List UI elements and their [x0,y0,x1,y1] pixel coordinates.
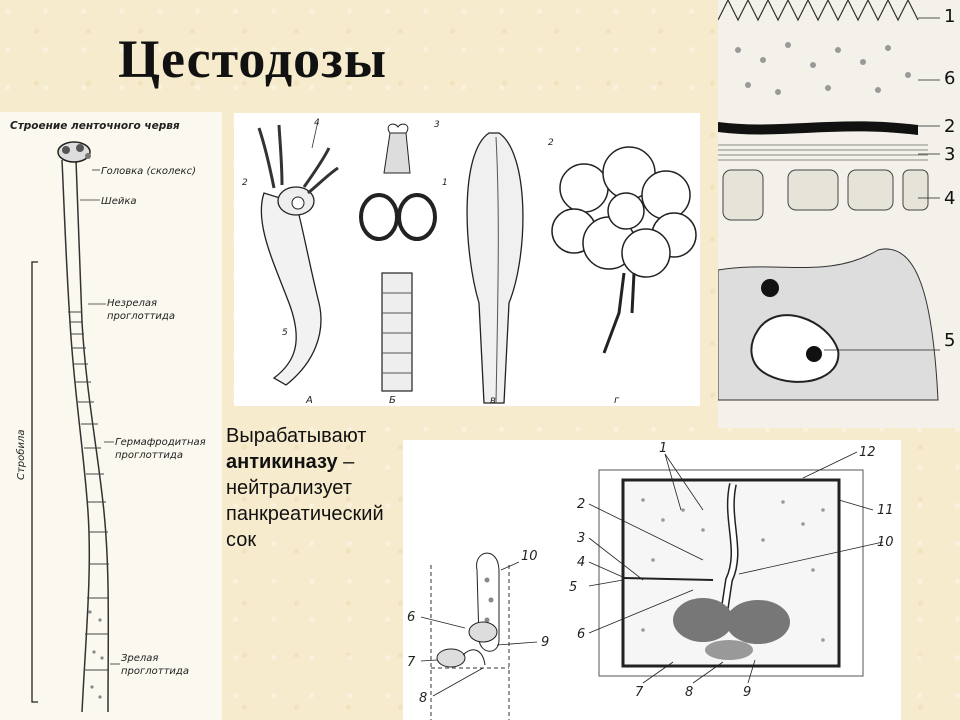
tapeworm-structure-figure [0,112,222,720]
scolex-letter-v: в [490,395,496,406]
repro-main-7: 7 [635,685,644,700]
immature-label-2: проглоттида [107,311,175,322]
info-text [226,423,406,553]
repro-small-8: 8 [419,691,428,706]
repro-small-7: 7 [407,655,416,670]
repro-small-6: 6 [407,610,416,625]
scolex-label: Головка (сколекс) [101,166,196,177]
worm-figure-title: Строение ленточного червя [10,120,180,132]
immature-label-1: Незрелая [107,298,158,309]
slide-title: Цестодозы [118,29,388,89]
histo-number-2: 2 [944,116,956,137]
scolex-number-5: 5 [282,328,288,338]
strobila-label: Стробила [16,429,27,480]
repro-small-10: 10 [521,549,538,564]
info-line-4: панкреатический [226,503,384,525]
repro-main-4: 4 [577,555,586,570]
scolex-letter-a: А [306,395,313,406]
histo-number-6: 6 [944,68,956,89]
histo-number-3: 3 [944,144,956,165]
repro-main-1: 1 [659,441,668,456]
histo-number-5: 5 [944,330,956,351]
repro-main-10: 10 [877,535,894,550]
herm-label-2: проглоттида [115,450,183,461]
repro-main-6: 6 [577,627,586,642]
repro-main-3: 3 [577,531,586,546]
neck-label: Шейка [101,196,137,207]
repro-main-5: 5 [569,580,578,595]
histo-number-4: 4 [944,188,956,209]
histo-number-1: 1 [944,6,956,27]
mature-label-2: проглоттида [121,666,189,677]
scolex-number-4: 4 [314,118,320,128]
info-line-5: сок [226,529,257,551]
scolex-letter-g: г [614,395,620,406]
scolex-number-1: 1 [442,178,448,188]
proglottid-reproductive-figure [403,440,901,720]
repro-main-11: 11 [877,503,894,518]
scolex-number-3: 3 [434,120,440,130]
scolex-number-2a: 2 [242,178,248,188]
mature-label-1: Зрелая [121,653,159,664]
scolex-types-figure [234,113,700,406]
info-line-2 [226,449,406,475]
antikinase-term: антикиназу [226,451,338,473]
repro-main-9: 9 [743,685,752,700]
repro-main-2: 2 [577,497,586,512]
scolex-number-2b: 2 [548,138,554,148]
scolex-letter-b: Б [389,395,396,406]
info-dash: – [337,451,355,473]
tegument-histology-figure [718,0,960,428]
herm-label-1: Гермафродитная [115,437,206,448]
repro-main-8: 8 [685,685,694,700]
info-line-1: Вырабатывают [226,425,367,447]
repro-main-12: 12 [859,445,876,460]
repro-small-9: 9 [541,635,550,650]
info-line-3: нейтрализует [226,477,352,499]
